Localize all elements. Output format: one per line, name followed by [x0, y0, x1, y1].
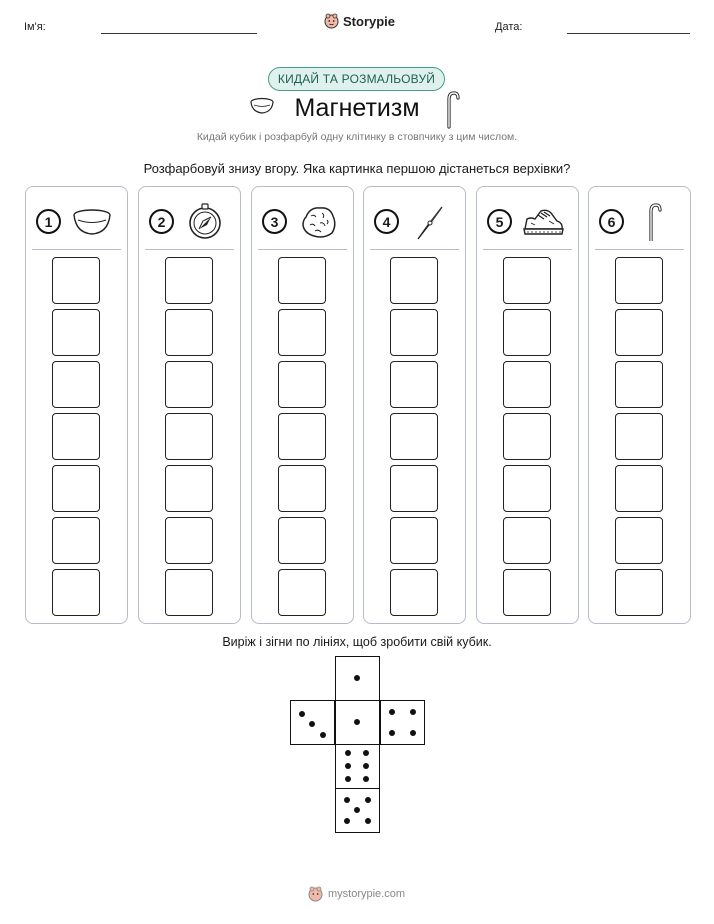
date-label: Дата:: [495, 21, 523, 33]
sneaker-icon: [521, 201, 565, 241]
color-cell[interactable]: [52, 413, 100, 460]
color-cell[interactable]: [615, 465, 663, 512]
color-cell[interactable]: [390, 413, 438, 460]
column-number: 3: [262, 209, 287, 234]
color-cell[interactable]: [615, 569, 663, 616]
color-cell[interactable]: [503, 413, 551, 460]
color-cell[interactable]: [503, 569, 551, 616]
dice-face: [335, 788, 380, 833]
column-6: [588, 186, 691, 624]
dice-face: [335, 744, 380, 789]
color-cell[interactable]: [165, 257, 213, 304]
dice-pip: [345, 750, 351, 756]
dice-pip: [344, 818, 350, 824]
color-cell[interactable]: [278, 569, 326, 616]
dice-pip: [345, 776, 351, 782]
color-cell[interactable]: [615, 257, 663, 304]
dice-face: [335, 656, 380, 701]
column-5: [476, 186, 579, 624]
color-cell[interactable]: [390, 517, 438, 564]
color-cell[interactable]: [503, 257, 551, 304]
page-title: Магнетизм: [294, 94, 420, 122]
dice-pip: [354, 719, 360, 725]
column-number: 1: [36, 209, 61, 234]
color-cell[interactable]: [503, 361, 551, 408]
dice-pip: [389, 730, 395, 736]
color-cell[interactable]: [615, 309, 663, 356]
color-cell[interactable]: [165, 517, 213, 564]
column-3: [251, 186, 354, 624]
dice-face: [335, 700, 380, 745]
column-number: 4: [374, 209, 399, 234]
color-cell[interactable]: [278, 413, 326, 460]
color-cell[interactable]: [278, 257, 326, 304]
cane-icon: [633, 201, 677, 241]
name-line[interactable]: [101, 33, 257, 34]
color-cell[interactable]: [503, 517, 551, 564]
color-cell[interactable]: [615, 517, 663, 564]
subtitle: Кидай кубик і розфарбуй одну клітинку в стовпчику з цим числом.: [196, 131, 518, 143]
name-label: Ім'я:: [24, 21, 46, 33]
dice-pip: [410, 709, 416, 715]
color-cell[interactable]: [278, 309, 326, 356]
color-cell[interactable]: [278, 517, 326, 564]
storypie-mascot-icon: [324, 13, 339, 29]
footer: [308, 886, 405, 902]
dice-pip: [344, 797, 350, 803]
color-cell[interactable]: [503, 309, 551, 356]
color-cell[interactable]: [52, 309, 100, 356]
color-cell[interactable]: [278, 465, 326, 512]
dice-pip: [309, 721, 315, 727]
color-cell[interactable]: [52, 569, 100, 616]
color-cell[interactable]: [165, 361, 213, 408]
activity-badge: КИДАЙ ТА РОЗМАЛЬОВУЙ: [268, 67, 445, 91]
color-cell[interactable]: [503, 465, 551, 512]
instruction-text: Розфарбовуй знизу вгору. Яка картинка першою дістанеться верхівки?: [143, 161, 571, 176]
brand-logo: [324, 13, 395, 29]
column-divider: [145, 249, 234, 250]
color-cell[interactable]: [615, 413, 663, 460]
dice-pip: [410, 730, 416, 736]
color-cell[interactable]: [390, 257, 438, 304]
compass-icon: [183, 201, 227, 241]
dice-pip: [320, 732, 326, 738]
dice-pip: [389, 709, 395, 715]
brand-name: Storypie: [343, 13, 396, 29]
dice-face: [290, 700, 335, 745]
column-number: 2: [149, 209, 174, 234]
color-cell[interactable]: [52, 257, 100, 304]
date-line[interactable]: [567, 33, 690, 34]
dice-pip: [363, 763, 369, 769]
color-cell[interactable]: [615, 361, 663, 408]
dice-pip: [345, 763, 351, 769]
color-cell[interactable]: [165, 413, 213, 460]
column-number: 5: [487, 209, 512, 234]
compass-needle-icon: [408, 201, 452, 241]
color-cell[interactable]: [52, 465, 100, 512]
footer-url[interactable]: mystorypie.com: [328, 888, 406, 900]
color-cell[interactable]: [390, 361, 438, 408]
column-number: 6: [599, 209, 624, 234]
color-cell[interactable]: [390, 309, 438, 356]
cut-instruction: Виріж і зігни по лініях, щоб зробити свій кубик.: [222, 635, 492, 649]
dice-pip: [363, 750, 369, 756]
column-4: [363, 186, 466, 624]
color-cell[interactable]: [278, 361, 326, 408]
column-2: [138, 186, 241, 624]
column-1: [25, 186, 128, 624]
column-divider: [595, 249, 684, 250]
column-divider: [483, 249, 572, 250]
column-divider: [32, 249, 121, 250]
storypie-mascot-icon: [308, 886, 323, 902]
color-cell[interactable]: [390, 465, 438, 512]
dice-pip: [363, 776, 369, 782]
color-cell[interactable]: [390, 569, 438, 616]
dice-pip: [299, 711, 305, 717]
color-cell[interactable]: [52, 361, 100, 408]
column-divider: [258, 249, 347, 250]
column-divider: [370, 249, 459, 250]
bowl-icon: [70, 201, 114, 241]
dice-pip: [365, 797, 371, 803]
color-cell[interactable]: [165, 465, 213, 512]
color-cell[interactable]: [165, 569, 213, 616]
color-cell[interactable]: [52, 517, 100, 564]
rock-icon: [296, 201, 340, 241]
cane-icon: [444, 91, 460, 129]
dice-pip: [365, 818, 371, 824]
color-cell[interactable]: [165, 309, 213, 356]
dice-pip: [354, 807, 360, 813]
dice-face: [380, 700, 425, 745]
dice-pip: [354, 675, 360, 681]
